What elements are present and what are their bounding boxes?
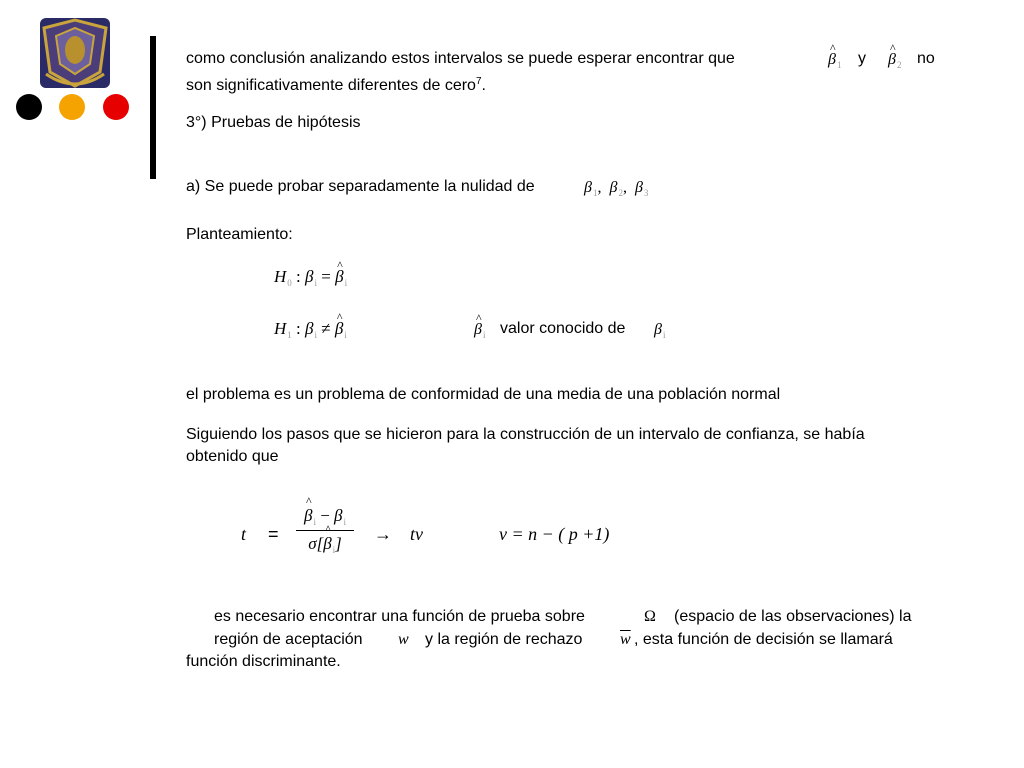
- and-word: y: [858, 50, 866, 67]
- minus: −: [315, 506, 335, 525]
- beta-hat-glyph: ^ β: [474, 319, 482, 341]
- subscript: 1: [836, 60, 842, 70]
- h-glyph: H: [274, 319, 287, 338]
- beta1-hat-symbol: [828, 49, 841, 76]
- valor-conocido-text: valor conocido de: [500, 320, 626, 337]
- vertical-divider: [150, 36, 156, 179]
- red-dot-icon: [103, 94, 129, 120]
- final-line2b: y la región de rechazo: [425, 631, 583, 648]
- paragraph-conclusion-line1: [186, 48, 735, 70]
- arrow-icon: →: [374, 524, 392, 544]
- final-line1b: (espacio de las observaciones) la: [674, 608, 912, 625]
- null-hypothesis: [274, 266, 347, 294]
- beta-glyph: ^ β: [888, 49, 896, 71]
- unam-crest-icon: [36, 14, 114, 92]
- equals-sign: =: [268, 524, 279, 544]
- final-line2c: , esta función de decisión se llamará: [634, 631, 893, 648]
- no-word: no: [917, 50, 935, 67]
- subscript: 1: [287, 330, 292, 340]
- w-symbol: w: [398, 631, 409, 648]
- orange-dot-icon: [59, 94, 85, 120]
- beta-glyph: β: [634, 179, 643, 196]
- beta-glyph: β: [609, 179, 618, 196]
- final-line2a: región de aceptación: [214, 631, 363, 648]
- beta-glyph: ^ β: [828, 49, 836, 71]
- black-dot-icon: [16, 94, 42, 120]
- betas-list: [584, 177, 648, 204]
- t-variable: t: [241, 524, 247, 544]
- omega-symbol: Ω: [644, 608, 656, 625]
- degrees-of-freedom: ν = n − ( p +1): [499, 524, 610, 544]
- siguiendo-line1: Siguiendo los pasos que se hicieron para la construcción de un intervalo de confianza, se había: [186, 426, 865, 443]
- comma: ,: [622, 179, 627, 196]
- equals: =: [317, 267, 336, 286]
- h-glyph: H: [274, 267, 287, 286]
- paragraph-conclusion-line2: [186, 71, 486, 97]
- subscript: i: [313, 517, 316, 527]
- beta-glyph: β: [584, 179, 592, 196]
- text: como conclusión analizando estos intervalos se puede esperar encontrar que: [186, 50, 735, 67]
- final-line1a: es necesario encontrar una función de prueba sobre: [214, 608, 585, 625]
- subscript: 2: [896, 60, 902, 70]
- beta-glyph: β: [305, 267, 314, 286]
- sigma-bracket: σ[: [308, 534, 324, 553]
- footnote-marker: 7: [475, 76, 482, 87]
- subscript: 0: [287, 278, 292, 288]
- comma: ,: [597, 179, 602, 196]
- w-bar-symbol: $\overline{w}$: [620, 631, 631, 648]
- text: son significativamente diferentes de cero: [186, 77, 476, 94]
- subscript: 2: [618, 188, 623, 198]
- beta-hat-glyph: ^ β: [304, 506, 312, 526]
- subscript: i: [344, 330, 347, 340]
- beta-hat-glyph: ^ β: [323, 534, 331, 554]
- problema-text: el problema es un problema de conformidad de una media de una población normal: [186, 386, 781, 403]
- t-nu-distribution: tν: [410, 524, 423, 544]
- colon: :: [291, 267, 306, 286]
- close-bracket: ]: [335, 534, 342, 553]
- subscript: i: [314, 278, 317, 288]
- subscript: i: [482, 330, 486, 340]
- subscript: i: [344, 278, 348, 288]
- subscript: i: [662, 330, 666, 340]
- alternative-hypothesis: [274, 318, 347, 346]
- not-equals: ≠: [317, 319, 335, 338]
- beta-hat-glyph: ^ β: [335, 266, 343, 288]
- siguiendo-line2: obtenido que: [186, 448, 279, 465]
- fraction-denominator: [296, 534, 354, 555]
- t-statistic-fraction: [296, 506, 354, 555]
- subscript: 3: [643, 188, 649, 198]
- planteamiento-label: Planteamiento:: [186, 226, 293, 243]
- beta2-hat-symbol: [888, 49, 901, 76]
- beta-glyph: β: [305, 319, 314, 338]
- section-heading: 3°) Pruebas de hipótesis: [186, 114, 361, 131]
- colon: :: [291, 319, 306, 338]
- subscript: 1: [592, 188, 598, 198]
- beta-glyph: β: [654, 321, 662, 338]
- subscript: i: [332, 545, 336, 555]
- beta-i-symbol: [654, 319, 665, 346]
- period: .: [481, 77, 486, 94]
- final-line3: función discriminante.: [186, 653, 341, 670]
- subscript: i: [314, 330, 317, 340]
- beta-glyph: β: [334, 506, 343, 525]
- item-a-text: a) Se puede probar separadamente la nulidad de: [186, 178, 535, 195]
- beta-i-hat-symbol: [474, 319, 485, 346]
- subscript: i: [343, 517, 347, 527]
- beta-hat-glyph: ^ β: [335, 318, 343, 340]
